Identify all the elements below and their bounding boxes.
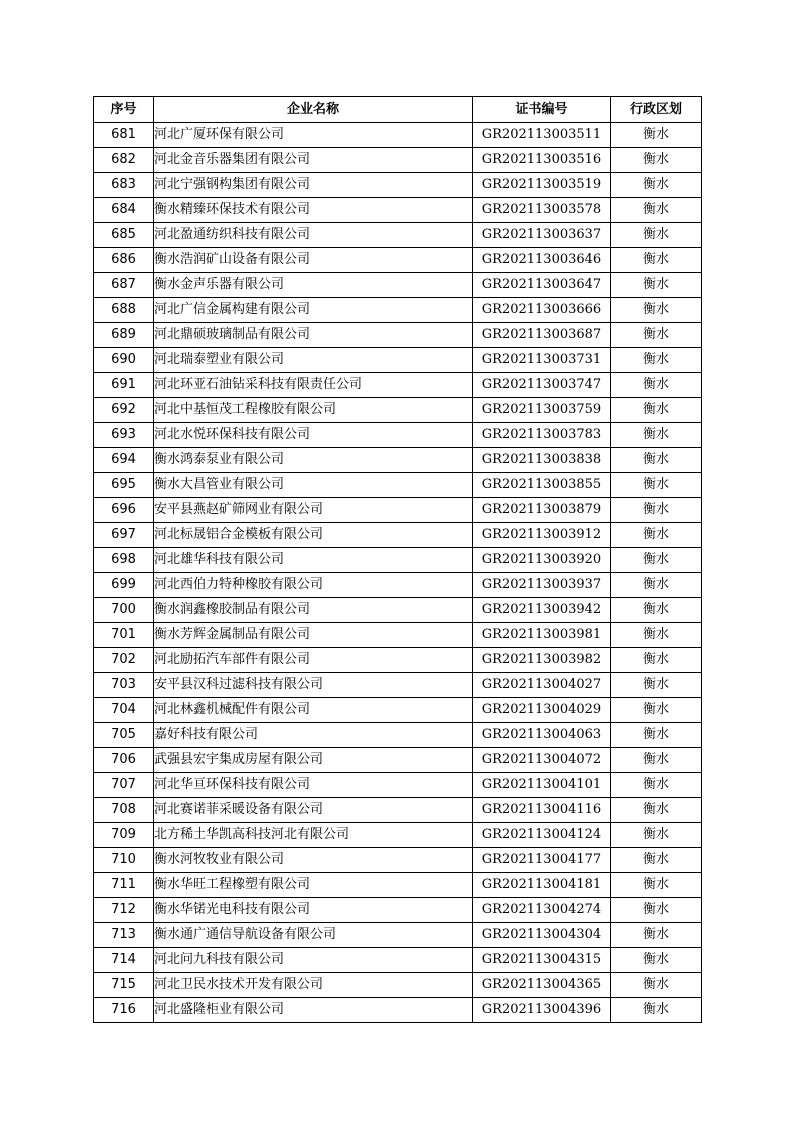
row-index: 716 xyxy=(94,998,154,1023)
table-row xyxy=(94,698,702,723)
row-region: 衡水 xyxy=(611,423,702,448)
row-enterprise-name: 河北励拓汽车部件有限公司 xyxy=(154,648,473,673)
row-certificate-number: GR202113003687 xyxy=(473,323,611,348)
row-certificate-number: GR202113003920 xyxy=(473,548,611,573)
row-region: 衡水 xyxy=(611,748,702,773)
row-region: 衡水 xyxy=(611,473,702,498)
row-region: 衡水 xyxy=(611,923,702,948)
row-region: 衡水 xyxy=(611,148,702,173)
row-certificate-number: GR202113004063 xyxy=(473,723,611,748)
row-index: 684 xyxy=(94,198,154,223)
row-certificate-number: GR202113003759 xyxy=(473,398,611,423)
table-row xyxy=(94,748,702,773)
row-enterprise-name: 河北瑞泰塑业有限公司 xyxy=(154,348,473,373)
row-index: 694 xyxy=(94,448,154,473)
row-index: 711 xyxy=(94,873,154,898)
row-index: 686 xyxy=(94,248,154,273)
row-region: 衡水 xyxy=(611,698,702,723)
row-region: 衡水 xyxy=(611,573,702,598)
row-certificate-number: GR202113003783 xyxy=(473,423,611,448)
row-index: 704 xyxy=(94,698,154,723)
row-certificate-number: GR202113004177 xyxy=(473,848,611,873)
row-index: 692 xyxy=(94,398,154,423)
row-index: 681 xyxy=(94,123,154,148)
row-region: 衡水 xyxy=(611,623,702,648)
row-certificate-number: GR202113004072 xyxy=(473,748,611,773)
row-certificate-number: GR202113004365 xyxy=(473,973,611,998)
row-enterprise-name: 河北盛隆柜业有限公司 xyxy=(154,998,473,1023)
row-enterprise-name: 衡水河牧牧业有限公司 xyxy=(154,848,473,873)
row-index: 687 xyxy=(94,273,154,298)
row-region: 衡水 xyxy=(611,273,702,298)
row-certificate-number: GR202113003879 xyxy=(473,498,611,523)
row-index: 701 xyxy=(94,623,154,648)
row-enterprise-name: 河北宁强钢构集团有限公司 xyxy=(154,173,473,198)
row-enterprise-name: 河北水悦环保科技有限公司 xyxy=(154,423,473,448)
table-row xyxy=(94,398,702,423)
row-index: 708 xyxy=(94,798,154,823)
row-index: 705 xyxy=(94,723,154,748)
row-index: 700 xyxy=(94,598,154,623)
row-certificate-number: GR202113003516 xyxy=(473,148,611,173)
row-region: 衡水 xyxy=(611,448,702,473)
row-enterprise-name: 河北鼎硕玻璃制品有限公司 xyxy=(154,323,473,348)
table-row xyxy=(94,998,702,1023)
row-index: 702 xyxy=(94,648,154,673)
table-row xyxy=(94,248,702,273)
row-certificate-number: GR202113004029 xyxy=(473,698,611,723)
table-body xyxy=(94,123,702,1023)
row-certificate-number: GR202113003511 xyxy=(473,123,611,148)
row-region: 衡水 xyxy=(611,598,702,623)
table-header-row xyxy=(94,97,702,123)
row-enterprise-name: 衡水润鑫橡胶制品有限公司 xyxy=(154,598,473,623)
row-certificate-number: GR202113003937 xyxy=(473,573,611,598)
row-region: 衡水 xyxy=(611,973,702,998)
header-certificate-number: 证书编号 xyxy=(473,97,611,123)
enterprise-table xyxy=(93,96,702,1023)
row-certificate-number: GR202113004124 xyxy=(473,823,611,848)
row-certificate-number: GR202113003647 xyxy=(473,273,611,298)
row-region: 衡水 xyxy=(611,323,702,348)
row-index: 683 xyxy=(94,173,154,198)
row-enterprise-name: 河北标晟铝合金模板有限公司 xyxy=(154,523,473,548)
table-row xyxy=(94,548,702,573)
table-row xyxy=(94,448,702,473)
row-certificate-number: GR202113004116 xyxy=(473,798,611,823)
row-enterprise-name: 河北西伯力特种橡胶有限公司 xyxy=(154,573,473,598)
row-enterprise-name: 河北环亚石油钻采科技有限责任公司 xyxy=(154,373,473,398)
table-row xyxy=(94,773,702,798)
table-row xyxy=(94,898,702,923)
row-index: 706 xyxy=(94,748,154,773)
table-row xyxy=(94,723,702,748)
row-region: 衡水 xyxy=(611,773,702,798)
table-row xyxy=(94,923,702,948)
table-row xyxy=(94,973,702,998)
row-certificate-number: GR202113004101 xyxy=(473,773,611,798)
table-row xyxy=(94,948,702,973)
row-index: 696 xyxy=(94,498,154,523)
row-region: 衡水 xyxy=(611,873,702,898)
row-region: 衡水 xyxy=(611,798,702,823)
row-enterprise-name: 衡水通广通信导航设备有限公司 xyxy=(154,923,473,948)
table-row xyxy=(94,573,702,598)
row-enterprise-name: 武强县宏宇集成房屋有限公司 xyxy=(154,748,473,773)
row-certificate-number: GR202113004274 xyxy=(473,898,611,923)
row-certificate-number: GR202113003637 xyxy=(473,223,611,248)
row-index: 698 xyxy=(94,548,154,573)
table-row xyxy=(94,798,702,823)
table-row xyxy=(94,298,702,323)
row-certificate-number: GR202113003731 xyxy=(473,348,611,373)
table-row xyxy=(94,473,702,498)
row-certificate-number: GR202113003942 xyxy=(473,598,611,623)
header-index: 序号 xyxy=(94,97,154,123)
header-enterprise-name: 企业名称 xyxy=(154,97,473,123)
row-index: 703 xyxy=(94,673,154,698)
row-enterprise-name: 河北盈通纺织科技有限公司 xyxy=(154,223,473,248)
row-enterprise-name: 安平县汉科过滤科技有限公司 xyxy=(154,673,473,698)
row-enterprise-name: 衡水鸿泰泵业有限公司 xyxy=(154,448,473,473)
table-row xyxy=(94,123,702,148)
row-index: 714 xyxy=(94,948,154,973)
row-enterprise-name: 河北金音乐器集团有限公司 xyxy=(154,148,473,173)
table-row xyxy=(94,273,702,298)
table-row xyxy=(94,673,702,698)
row-index: 682 xyxy=(94,148,154,173)
table-row xyxy=(94,373,702,398)
row-index: 707 xyxy=(94,773,154,798)
row-certificate-number: GR202113003519 xyxy=(473,173,611,198)
row-region: 衡水 xyxy=(611,998,702,1023)
row-enterprise-name: 河北卫民水技术开发有限公司 xyxy=(154,973,473,998)
row-index: 690 xyxy=(94,348,154,373)
row-enterprise-name: 衡水精臻环保技术有限公司 xyxy=(154,198,473,223)
table-row xyxy=(94,498,702,523)
row-region: 衡水 xyxy=(611,248,702,273)
row-enterprise-name: 河北问九科技有限公司 xyxy=(154,948,473,973)
row-enterprise-name: 河北中基恒茂工程橡胶有限公司 xyxy=(154,398,473,423)
row-enterprise-name: 衡水金声乐器有限公司 xyxy=(154,273,473,298)
row-index: 709 xyxy=(94,823,154,848)
row-certificate-number: GR202113003912 xyxy=(473,523,611,548)
row-index: 695 xyxy=(94,473,154,498)
row-region: 衡水 xyxy=(611,673,702,698)
row-region: 衡水 xyxy=(611,823,702,848)
row-region: 衡水 xyxy=(611,498,702,523)
row-enterprise-name: 嘉好科技有限公司 xyxy=(154,723,473,748)
row-region: 衡水 xyxy=(611,848,702,873)
row-enterprise-name: 河北广信金属构建有限公司 xyxy=(154,298,473,323)
row-certificate-number: GR202113004396 xyxy=(473,998,611,1023)
table-row xyxy=(94,648,702,673)
table-row xyxy=(94,598,702,623)
table-row xyxy=(94,423,702,448)
row-enterprise-name: 衡水大昌管业有限公司 xyxy=(154,473,473,498)
row-region: 衡水 xyxy=(611,723,702,748)
row-enterprise-name: 安平县燕赵矿筛网业有限公司 xyxy=(154,498,473,523)
header-administrative-region: 行政区划 xyxy=(611,97,702,123)
row-certificate-number: GR202113004181 xyxy=(473,873,611,898)
row-certificate-number: GR202113004315 xyxy=(473,948,611,973)
row-enterprise-name: 衡水芳辉金属制品有限公司 xyxy=(154,623,473,648)
row-region: 衡水 xyxy=(611,398,702,423)
row-index: 712 xyxy=(94,898,154,923)
row-enterprise-name: 衡水华旺工程橡塑有限公司 xyxy=(154,873,473,898)
table-row xyxy=(94,173,702,198)
row-region: 衡水 xyxy=(611,548,702,573)
row-enterprise-name: 河北广厦环保有限公司 xyxy=(154,123,473,148)
row-index: 689 xyxy=(94,323,154,348)
row-certificate-number: GR202113003747 xyxy=(473,373,611,398)
row-index: 693 xyxy=(94,423,154,448)
row-enterprise-name: 河北赛诺菲采暖设备有限公司 xyxy=(154,798,473,823)
row-region: 衡水 xyxy=(611,373,702,398)
row-certificate-number: GR202113004304 xyxy=(473,923,611,948)
row-region: 衡水 xyxy=(611,298,702,323)
row-certificate-number: GR202113004027 xyxy=(473,673,611,698)
row-certificate-number: GR202113003855 xyxy=(473,473,611,498)
table-row xyxy=(94,623,702,648)
table-row xyxy=(94,823,702,848)
row-region: 衡水 xyxy=(611,198,702,223)
table-row xyxy=(94,523,702,548)
row-enterprise-name: 衡水浩润矿山设备有限公司 xyxy=(154,248,473,273)
row-index: 685 xyxy=(94,223,154,248)
row-enterprise-name: 河北华亘环保科技有限公司 xyxy=(154,773,473,798)
row-region: 衡水 xyxy=(611,348,702,373)
row-region: 衡水 xyxy=(611,523,702,548)
row-enterprise-name: 衡水华锘光电科技有限公司 xyxy=(154,898,473,923)
row-certificate-number: GR202113003666 xyxy=(473,298,611,323)
table-row xyxy=(94,148,702,173)
row-certificate-number: GR202113003578 xyxy=(473,198,611,223)
row-enterprise-name: 河北雄华科技有限公司 xyxy=(154,548,473,573)
row-index: 713 xyxy=(94,923,154,948)
row-region: 衡水 xyxy=(611,898,702,923)
row-index: 688 xyxy=(94,298,154,323)
row-enterprise-name: 北方稀土华凯高科技河北有限公司 xyxy=(154,823,473,848)
row-region: 衡水 xyxy=(611,173,702,198)
table-row xyxy=(94,348,702,373)
row-certificate-number: GR202113003981 xyxy=(473,623,611,648)
row-index: 699 xyxy=(94,573,154,598)
row-index: 715 xyxy=(94,973,154,998)
row-enterprise-name: 河北林鑫机械配件有限公司 xyxy=(154,698,473,723)
table-row xyxy=(94,198,702,223)
row-region: 衡水 xyxy=(611,648,702,673)
table-row xyxy=(94,873,702,898)
row-certificate-number: GR202113003838 xyxy=(473,448,611,473)
row-region: 衡水 xyxy=(611,948,702,973)
row-index: 697 xyxy=(94,523,154,548)
table-row xyxy=(94,323,702,348)
row-region: 衡水 xyxy=(611,123,702,148)
table-row xyxy=(94,848,702,873)
table-row xyxy=(94,223,702,248)
row-certificate-number: GR202113003982 xyxy=(473,648,611,673)
row-index: 710 xyxy=(94,848,154,873)
row-region: 衡水 xyxy=(611,223,702,248)
row-index: 691 xyxy=(94,373,154,398)
row-certificate-number: GR202113003646 xyxy=(473,248,611,273)
